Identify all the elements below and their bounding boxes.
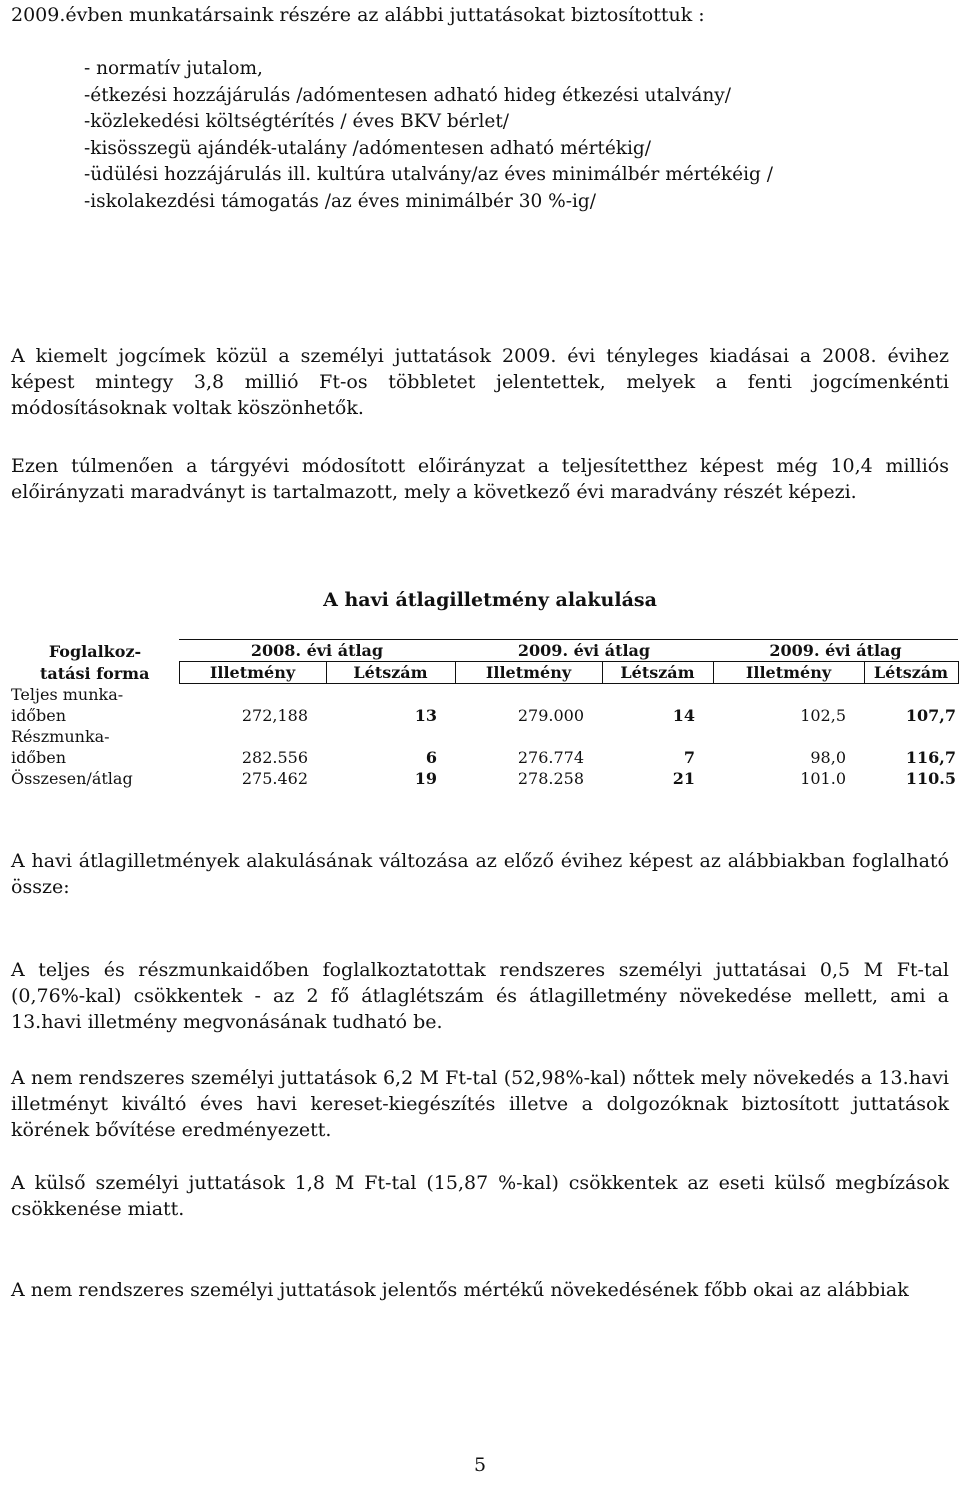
row-label: Összesen/átlag — [11, 768, 133, 788]
header-period-2008: 2008. évi átlag — [179, 640, 455, 662]
cell-value: 282.556 — [241, 747, 308, 767]
page-number: 5 — [473, 1454, 487, 1476]
header-employment-form-1: Foglalkoz- — [48, 641, 142, 661]
cell-value: 107,7 — [905, 705, 956, 725]
paragraph-regular-benefits: A teljes és részmunkaidőben foglalkoztatottak rendszeres személyi juttatásai 0,5 M Ft-tal (0,76%-kal) csökkentek - az 2 fő átlaglétszám és átlagilletmény növekedése mellett, ami a 13.havi illetmény megvonásának tudható be. — [11, 959, 949, 1033]
row-label: Teljes munka- — [11, 684, 124, 704]
cell-value: 6 — [425, 747, 437, 767]
cell-value: 276.774 — [517, 747, 584, 767]
table-title: A havi átlagilletmény alakulása — [323, 589, 657, 611]
table-subheader-row — [11, 662, 958, 684]
header-employment-form-2: tatási forma — [40, 663, 150, 683]
cell-value: 101.0 — [800, 768, 846, 788]
paragraph-summary-intro: A havi átlagilletmények alakulásának változása az előző évihez képest az alábbiakban foglalható össze: — [11, 850, 949, 898]
table-row — [11, 747, 958, 768]
cell-value: 98,0 — [810, 747, 846, 767]
benefit-item: -kisösszegü ajándék-utalány /adómentesen adható mértékig/ — [84, 137, 651, 159]
cell-value: 102,5 — [800, 705, 846, 725]
benefit-item: -üdülési hozzájárulás ill. kultúra utalvány/az éves minimálbér mértékéig / — [84, 164, 773, 185]
table-row-total — [11, 768, 958, 789]
benefit-item: -étkezési hozzájárulás /adómentesen adható hideg étkezési utalvány/ — [84, 84, 731, 106]
paragraph-growth-reasons: A nem rendszeres személyi juttatások jelentős mértékű növekedésének főbb okai az alábbiak — [11, 1279, 909, 1301]
cell-value: 14 — [672, 705, 695, 725]
intro-line: 2009.évben munkatársaink részére az alábbi juttatásokat biztosítottuk : — [11, 4, 705, 26]
cell-value: 279.000 — [517, 705, 584, 725]
table-header-row — [11, 640, 958, 662]
header-period-2009: 2009. évi átlag — [455, 640, 713, 662]
cell-value: 21 — [672, 768, 695, 788]
header-headcount: Létszám — [326, 662, 455, 684]
benefits-list — [84, 56, 773, 215]
salary-table — [11, 639, 959, 789]
row-label: időben — [11, 705, 67, 725]
cell-value: 19 — [414, 768, 437, 788]
table-row — [11, 726, 958, 747]
header-salary: Illetmény — [455, 662, 602, 684]
header-headcount: Létszám — [602, 662, 713, 684]
cell-value: 275.462 — [241, 768, 308, 788]
cell-value: 278.258 — [517, 768, 584, 788]
cell-value: 116,7 — [905, 747, 956, 767]
row-label: időben — [11, 747, 67, 767]
benefit-item: - normatív jutalom, — [84, 58, 263, 79]
paragraph-external-benefits: A külső személyi juttatások 1,8 M Ft-tal (15,87 %-kal) csökkentek az eseti külső megbízások csökkenése miatt. — [11, 1172, 949, 1220]
cell-value: 272,188 — [241, 705, 308, 725]
table-row — [11, 684, 958, 705]
header-period-2009-b: 2009. évi átlag — [713, 640, 958, 662]
paragraph-remainder: Ezen túlmenően a tárgyévi módosított előirányzat a teljesítetthez képest még 10,4 milliós előirányzati maradványt is tartalmazott, mely a következő évi maradvány részét képezi. — [11, 455, 949, 503]
cell-value: 7 — [683, 747, 695, 767]
benefit-item: -közlekedési költségtérítés / éves BKV bérlet/ — [84, 111, 509, 132]
cell-value: 110.5 — [905, 768, 956, 788]
cell-value: 13 — [414, 705, 437, 725]
header-salary: Illetmény — [179, 662, 326, 684]
paragraph-personal-benefits: A kiemelt jogcímek közül a személyi juttatások 2009. évi tényleges kiadásai a 2008. évihez képest mintegy 3,8 millió Ft-os többletet jelentettek, melyek a fenti jogcímenkénti módosításoknak voltak köszönhetők. — [11, 345, 949, 419]
header-salary: Illetmény — [713, 662, 864, 684]
header-headcount: Létszám — [864, 662, 958, 684]
row-label: Részmunka- — [11, 726, 110, 746]
benefit-item: -iskolakezdési támogatás /az éves minimálbér 30 %-ig/ — [84, 190, 596, 212]
table-row — [11, 705, 958, 726]
paragraph-irregular-benefits: A nem rendszeres személyi juttatások 6,2 M Ft-tal (52,98%-kal) nőttek mely növekedés a 13.havi illetményt kiváltó éves havi kereset-kiegészítés illetve a dolgozóknak biztosított juttatások körének bővítése eredményezett. — [11, 1067, 949, 1141]
